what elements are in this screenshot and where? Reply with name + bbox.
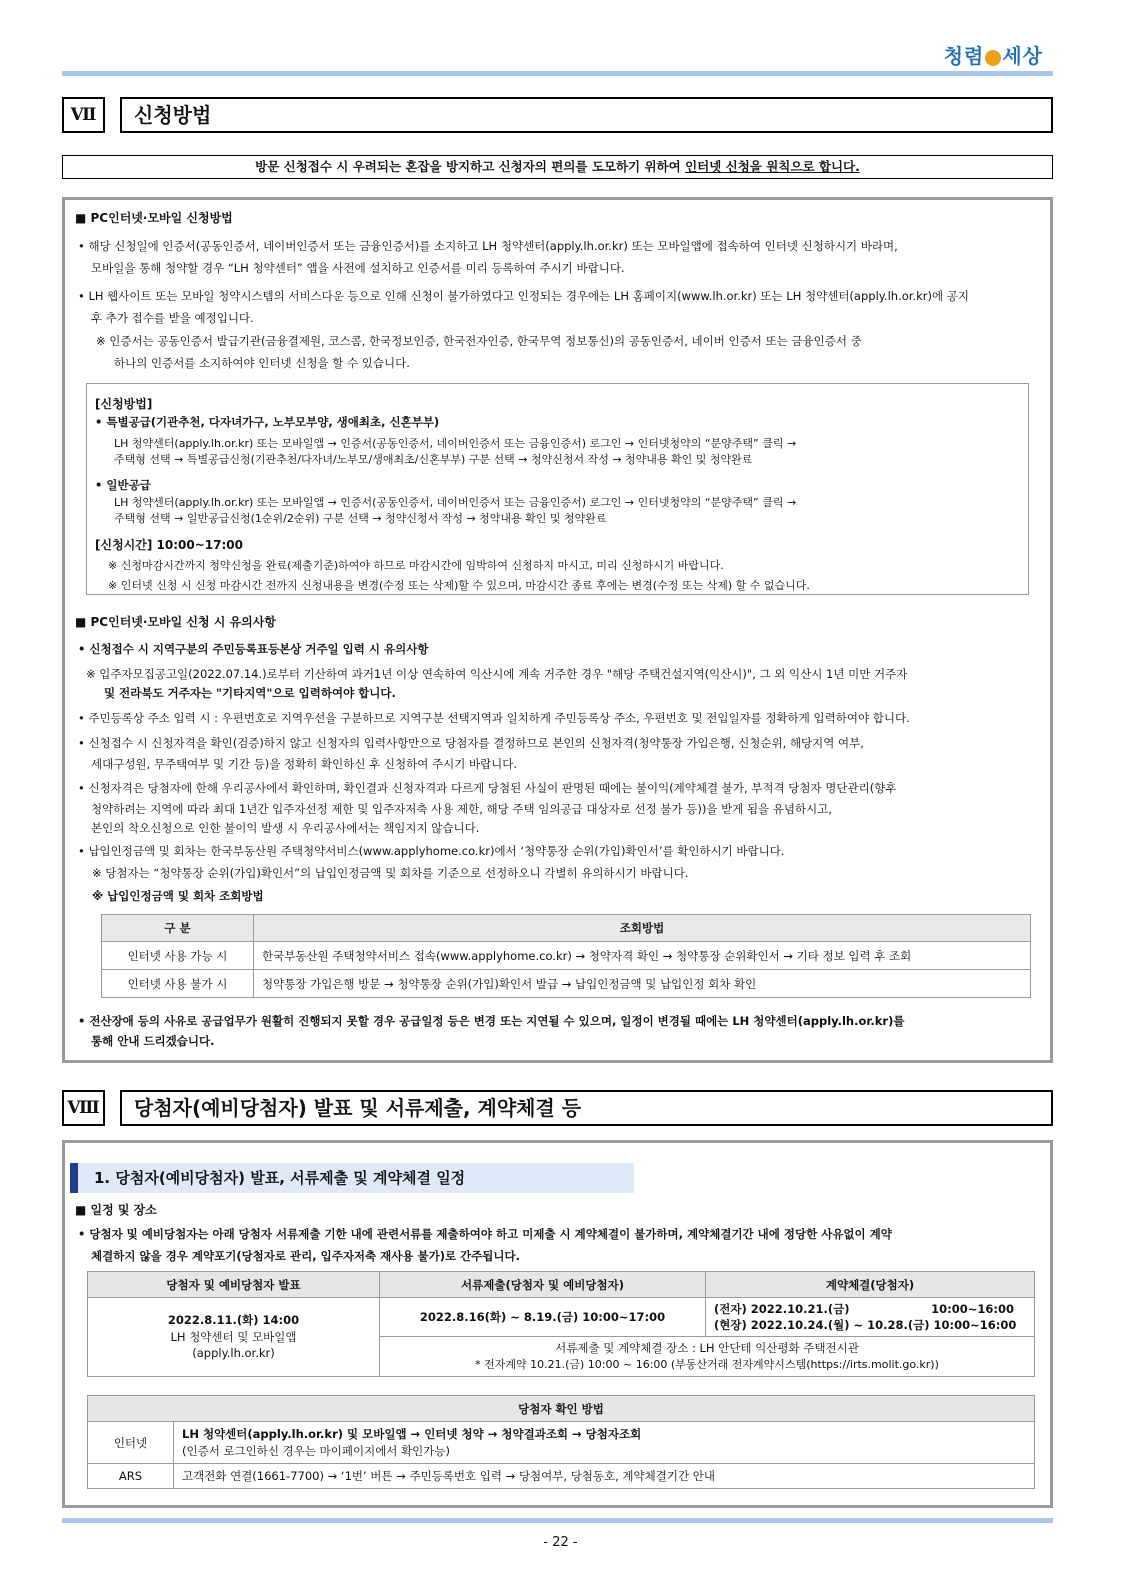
caution-5-note-1: ※ 당첨자는 “청약통장 순위(가입)확인서”의 납입인정금액 및 회차를 기준으로 선정하오니 각별히 유의하시기 바랍니다. (92, 866, 689, 880)
general-supply-heading: • 일반공급 (95, 478, 151, 492)
check-header: 당첨자 확인 방법 (88, 1396, 1035, 1422)
lookup-row-label: 인터넷 사용 가능 시 (102, 942, 254, 970)
notice-bar: 방문 신청접수 시 우려되는 혼잡을 방지하고 신청자의 편의를 도모하기 위하여 인터넷 신청을 원칙으로 합니다. (62, 155, 1053, 179)
docs-period: 2022.8.16(화) ~ 8.19.(금) 10:00~17:00 (380, 1298, 706, 1337)
caution-4-line1: • 신청자격은 당첨자에 한해 우리공사에서 확인하며, 확인결과 신청자격과 다르게 당첨된 사실이 판명된 때에는 불이익(계약체결 불가, 부적격 당첨자 명단관리(향후 (78, 781, 897, 795)
sub-heading: 1. 당첨자(예비당첨자) 발표, 서류제출 및 계약체결 일정 (70, 1163, 634, 1193)
lookup-header-method: 조회방법 (254, 915, 1031, 942)
caution-1-note-line1: ※ 입주자모집공고일(2022.07.14.)로부터 기산하여 과거1년 이상 연속하여 익산시에 계속 거주한 경우 "해당 주택건설지역(익산시)", 그 외 익산시 1년 미만 거주자 (86, 667, 908, 681)
schedule-header: 당첨자 및 예비당첨자 발표 (88, 1272, 380, 1298)
check-label: 인터넷 (88, 1422, 174, 1464)
section-number: Ⅶ (62, 97, 105, 133)
schedule-header: 계약체결(당첨자) (706, 1272, 1035, 1298)
pc-bullet-2-line1: • LH 웹사이트 또는 모바일 청약시스템의 서비스다운 등으로 인해 신청이 불가하였다고 인정되는 경우에는 LH 홈페이지(www.lh.or.kr) 또는 LH 청약센터(apply.lh.or.kr)에 공지 (78, 289, 969, 303)
pc-bullet-1-line2: 모바일을 통해 청약할 경우 “LH 청약센터” 앱을 사전에 설치하고 인증서를 미리 등록하여 주시기 바랍니다. (91, 261, 625, 275)
announce-site: (apply.lh.or.kr) (192, 1346, 275, 1361)
lookup-row-method: 한국부동산원 주택청약서비스 접속(www.applyhome.co.kr) → 청약자격 확인 → 청약통장 순위확인서 → 기타 정보 입력 후 조회 (254, 942, 1031, 970)
caution-2: • 주민등록상 주소 입력 시 : 우편번호로 지역우선을 구분하므로 지역구분 선택지역과 일치하게 주민등록상 주소, 우편번호 및 전입일자를 정확하게 입력하여야 합니다. (78, 711, 910, 725)
check-ars: 고객전화 연결(1661-7700) → ‘1번’ 버튼 → 주민등록번호 입력 → 당첨여부, 당첨동호, 계약체결기간 안내 (174, 1464, 1035, 1489)
caution-1-note-line2: 및 전라북도 거주자는 "기타지역"으로 입력하여야 합니다. (104, 686, 396, 700)
check-internet-line1: LH 청약센터(apply.lh.or.kr) 및 모바일앱 → 인터넷 청약 → 청약결과조회 → 당첨자조회 (182, 1426, 642, 1441)
lookup-row-method: 청약통장 가입은행 방문 → 청약통장 순위(가입)확인서 발급 → 납입인정금액 및 납입인정 회차 확인 (254, 970, 1031, 998)
logo: 청렴 세상 (943, 44, 1043, 68)
schedule-bullet-line1: • 당첨자 및 예비당첨자는 아래 당첨자 서류제출 기한 내에 관련서류를 제출하여야 하고 미제출 시 계약체결이 불가하며, 계약체결기간 내에 정당한 사유없이 계약 (78, 1227, 892, 1241)
announce-date: 2022.8.11.(화) 14:00 (167, 1313, 300, 1328)
schedule-heading: ■ 일정 및 장소 (75, 1203, 157, 1217)
bottom-rule (62, 1518, 1053, 1523)
contract-onsite: (현장) 2022.10.24.(월) ~ 10.28.(금) 10:00~16:00 (714, 1318, 1017, 1333)
time-label: [신청시간] 10:00~17:00 (95, 538, 243, 552)
top-rule (62, 71, 1053, 76)
contract-electronic: (전자) 2022.10.21.(금) (714, 1302, 850, 1316)
pc-bullet-1-line1: • 해당 신청일에 인증서(공동인증서, 네이버인증서 또는 금융인증서)를 소지하고 LH 청약센터(apply.lh.or.kr) 또는 모바일앱에 접속하여 인터넷 신청하시기 바라며, (78, 239, 898, 253)
page-number: - 22 - (543, 1535, 578, 1550)
caution-4-line3: 본인의 착오신청으로 인한 불이익 발생 시 우리공사에서는 책임지지 않습니다. (91, 821, 480, 835)
special-supply-line1: LH 청약센터(apply.lh.or.kr) 또는 모바일앱 → 인증서(공동인증서, 네이버인증서 또는 금융인증서) 로그인 → 인터넷청약의 “분양주택” 클릭 → (114, 437, 797, 450)
pc-method-heading: ■ PC인터넷·모바일 신청방법 (75, 211, 233, 225)
winner-check-table (87, 1395, 1035, 1489)
caution-3-line2: 세대구성원, 무주택여부 및 기간 등)을 정확히 확인하신 후 신청하여 주시기 바랍니다. (91, 757, 518, 771)
check-label: ARS (88, 1464, 174, 1489)
lookup-table (101, 914, 1031, 998)
contract-electronic-time: 10:00~16:00 (931, 1302, 1014, 1316)
lookup-row-label: 인터넷 사용 불가 시 (102, 970, 254, 998)
caution-3-line1: • 신청접수 시 신청자격을 확인(검증)하지 않고 신청자의 입력사항만으로 당첨자를 결정하므로 본인의 신청자격(청약통장 가입은행, 신청순위, 해당지역 여부, (78, 736, 864, 750)
pc-note-line2: 하나의 인증서를 소지하여야 인터넷 신청을 할 수 있습니다. (114, 356, 410, 370)
lookup-header-category: 구 분 (102, 915, 254, 942)
schedule-bullet-line2: 체결하지 않을 경우 계약포기(당첨자로 관리, 입주자저축 재사용 불가)로 간주됩니다. (91, 1249, 520, 1263)
caution-1-heading: • 신청접수 시 지역구분의 주민등록표등본상 거주일 입력 시 유의사항 (78, 642, 429, 656)
pc-bullet-2-line2: 후 추가 접수를 받을 예정입니다. (91, 311, 254, 325)
time-note-1: ※ 신청마감시간까지 청약신청을 완료(제출기준)하여야 하므로 마감시간에 임박하여 신청하지 마시고, 미리 신청하시기 바랍니다. (108, 559, 724, 572)
logo-emblem-icon (985, 50, 1001, 66)
section-number: Ⅷ (62, 1090, 105, 1126)
check-internet-line2: (인증서 로그인하신 경우는 마이페이지에서 확인가능) (182, 1443, 450, 1458)
special-supply-line2: 주택형 선택 → 특별공급신청(기관추천/다자녀/노부모/생애최초/신혼부부) 구분 선택 → 청약신청서 작성 → 청약내용 확인 및 청약완료 (114, 453, 753, 466)
place-line2: * 전자계약 10.21.(금) 10:00 ~ 16:00 (부동산거래 전자계약시스템(https://irts.molit.go.kr)) (475, 1358, 939, 1372)
schedule-header: 서류제출(당첨자 및 예비당첨자) (380, 1272, 706, 1298)
general-supply-line1: LH 청약센터(apply.lh.or.kr) 또는 모바일앱 → 인증서(공동인증서, 네이버인증서 또는 금융인증서) 로그인 → 인터넷청약의 “분양주택” 클릭 → (114, 496, 797, 509)
caution-heading: ■ PC인터넷·모바일 신청 시 유의사항 (75, 615, 276, 629)
section-title: 신청방법 (120, 97, 1053, 133)
caution-4-line2: 청약하려는 지역에 따라 최대 1년간 입주자선정 제한 및 입주자저축 사용 제한, 해당 주택 임의공급 대상자로 선정 불가 등))을 받게 됨을 유념하시고, (91, 802, 833, 816)
section8-header (62, 1090, 1053, 1126)
section7-header (62, 97, 1053, 133)
general-supply-line2: 주택형 선택 → 일반공급신청(1순위/2순위) 구분 선택 → 청약신청서 작성 → 청약내용 확인 및 청약완료 (114, 512, 607, 525)
place-line1: 서류제출 및 계약체결 장소 : LH 안단테 익산평화 주택전시관 (555, 1341, 859, 1356)
pc-note-line1: ※ 인증서는 공동인증서 발급기관(금융결제원, 코스콤, 한국정보인증, 한국전자인증, 한국무역 정보통신)의 공동인증서, 네이버 인증서 또는 금융인증서 중 (96, 334, 862, 348)
time-note-2: ※ 인터넷 신청 시 신청 마감시간 전까지 신청내용을 변경(수정 또는 삭제)할 수 있으며, 마감시간 종료 후에는 변경(수정 또는 삭제) 할 수 없습니다. (108, 579, 810, 592)
caution-5: • 납입인정금액 및 회차는 한국부동산원 주택청약서비스(www.applyhome.co.kr)에서 ‘청약통장 순위(가입)확인서’를 확인하시기 바랍니다. (78, 844, 785, 858)
schedule-table (87, 1271, 1035, 1377)
method-label: [신청방법] (95, 397, 153, 411)
section-title: 당첨자(예비당첨자) 발표 및 서류제출, 계약체결 등 (120, 1090, 1053, 1126)
special-supply-heading: • 특별공급(기관추천, 다자녀가구, 노부모부양, 생애최초, 신혼부부) (95, 415, 440, 429)
caution-5-note-2: ※ 납입인정금액 및 회차 조회방법 (92, 889, 264, 903)
caution-6-line2: 통해 안내 드리겠습니다. (91, 1034, 215, 1048)
announce-where: LH 청약센터 및 모바일앱 (170, 1329, 297, 1344)
caution-6-line1: • 전산장애 등의 사유로 공급업무가 원활히 진행되지 못할 경우 공급일정 등은 변경 또는 지연될 수 있으며, 일정이 변경될 때에는 LH 청약센터(apply.lh.or.kr)를 (78, 1014, 905, 1028)
